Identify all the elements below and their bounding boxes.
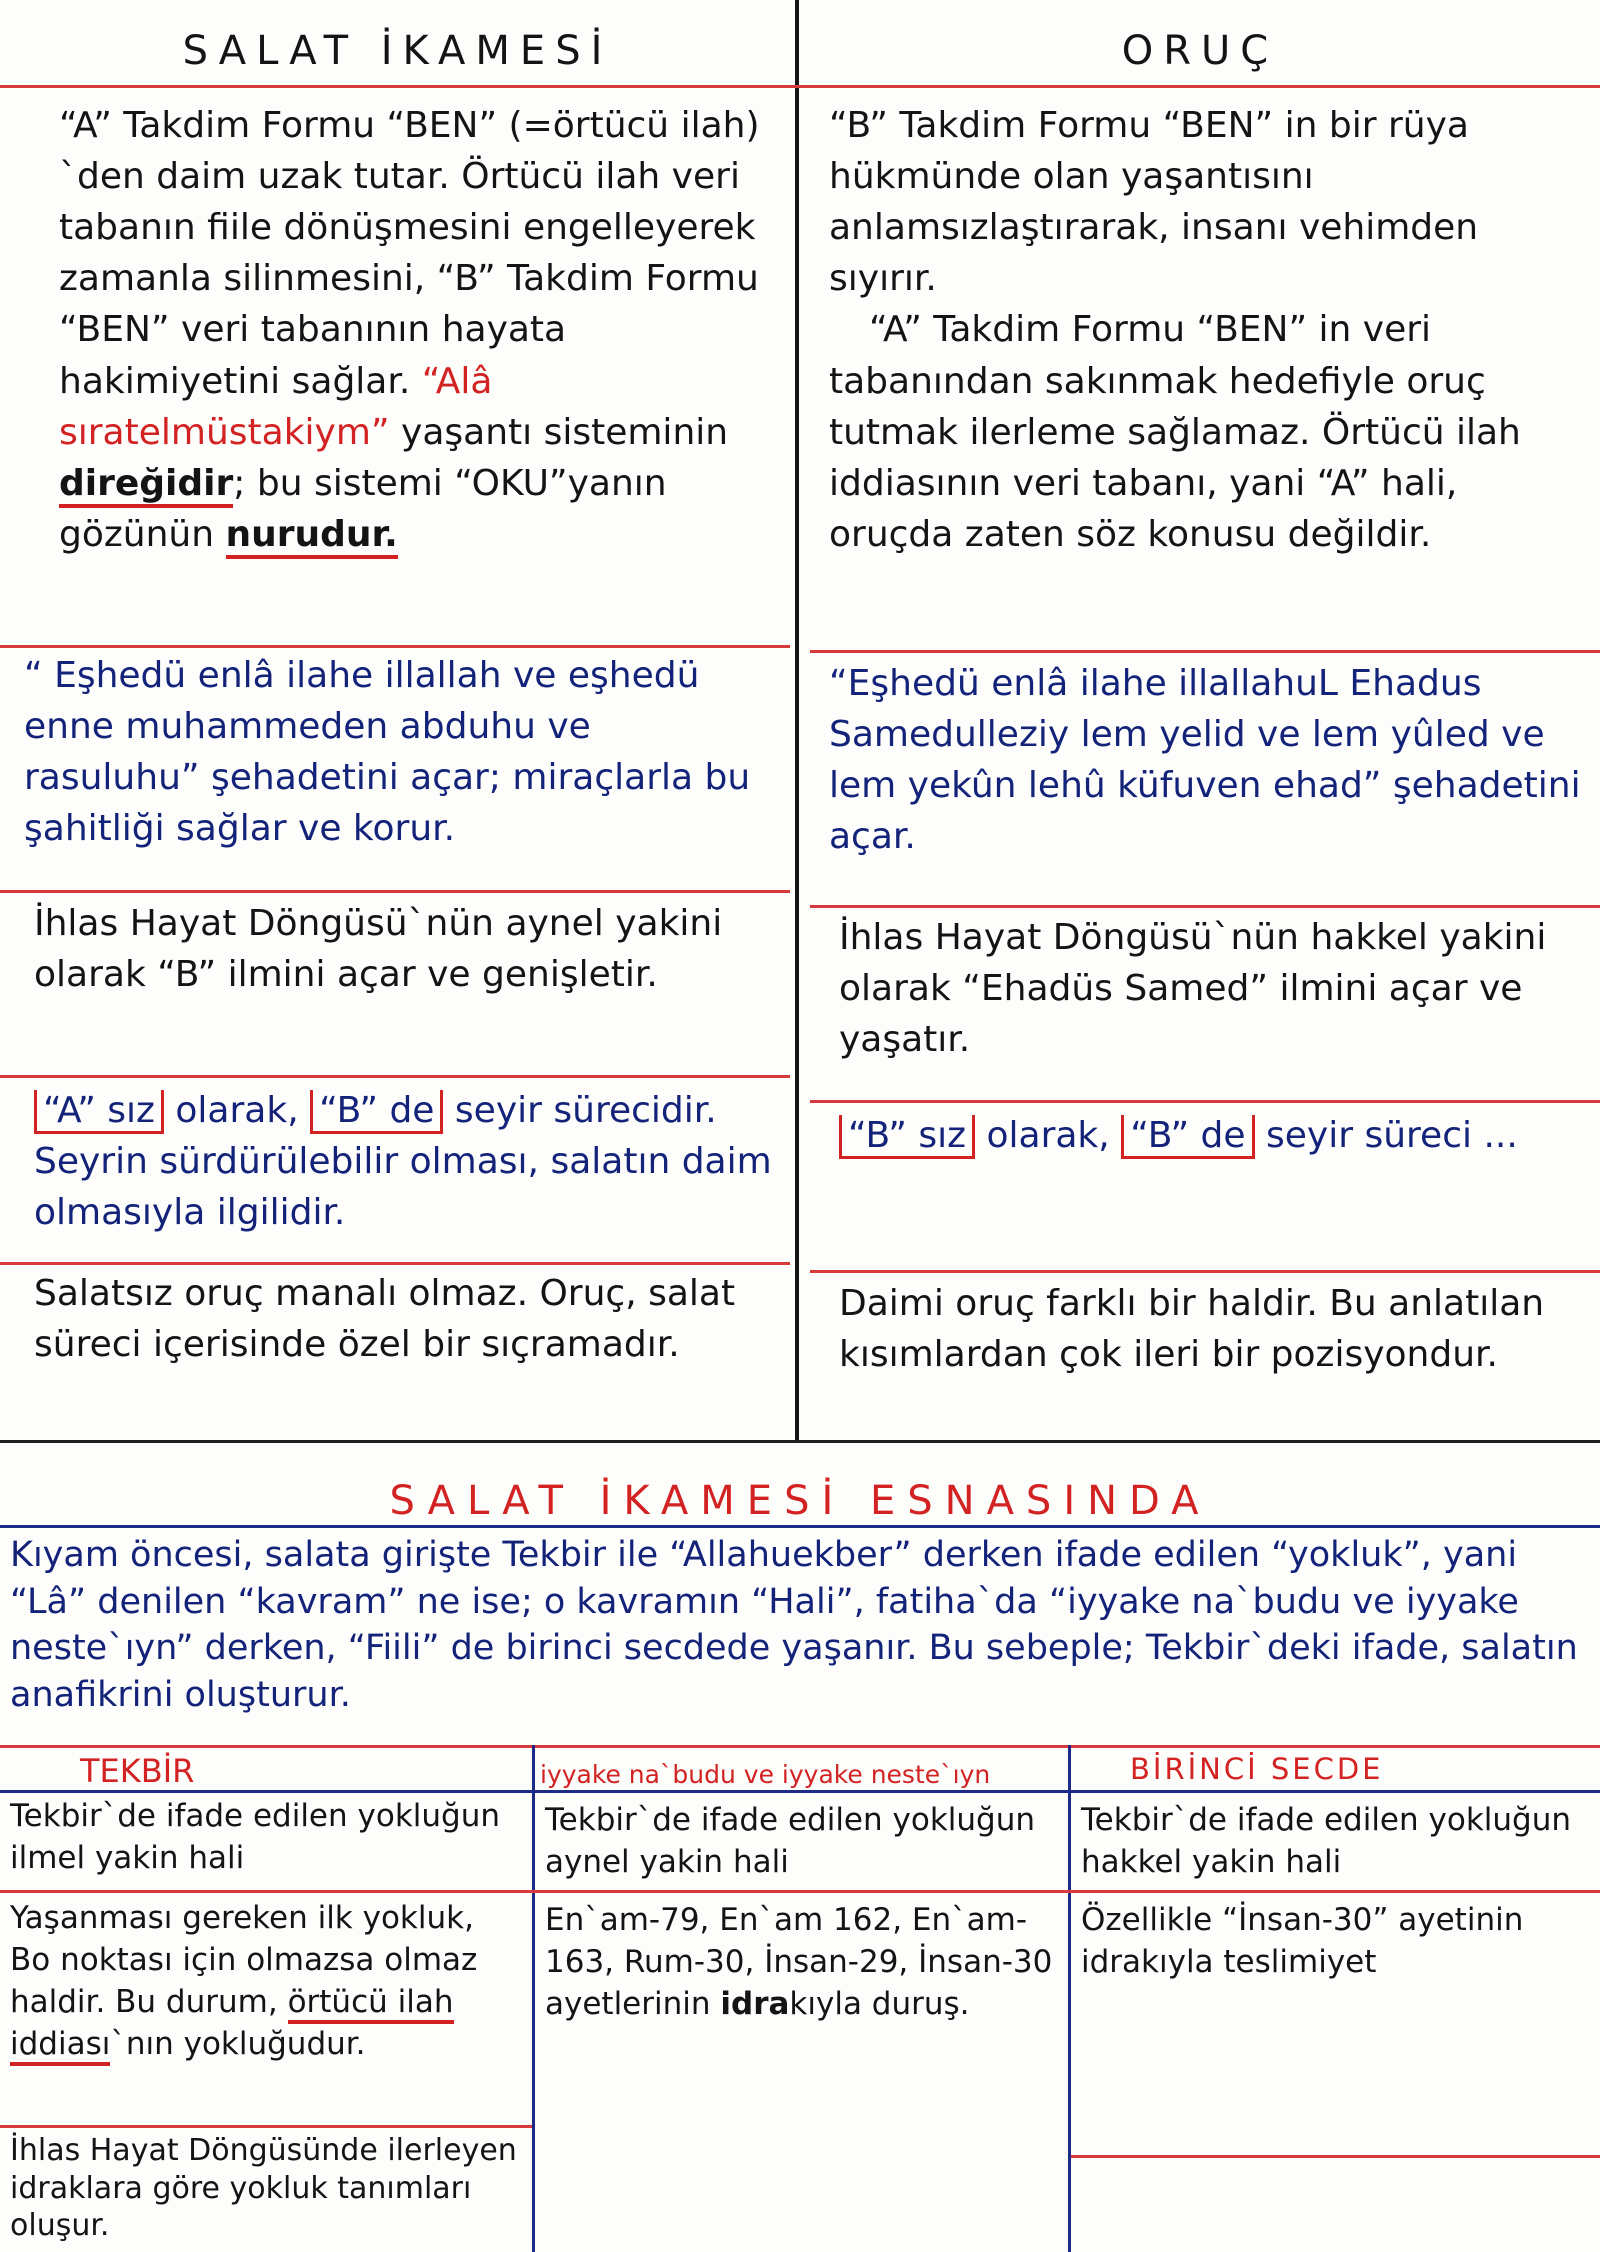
ortucu-ilah-iddiasi-text: örtücü ilah iddiası [10,1984,454,2066]
table-row-rule [1071,2155,1600,2158]
row5-left-text: Salatsız oruç manalı olmaz. Oruç, salat süreci içerisinde özel bir sıçramadır. [34,1273,736,1366]
row1-left-text-c: ; bu sistemi “OKU”yanın gözünün [59,462,667,555]
row-rule [810,1270,1600,1273]
row5-right-text: Daimi oruç farklı bir haldir. Bu anlatılan kısımlardan çok ileri bir pozisyondur. [839,1283,1545,1376]
diregidir-text: direğidir [59,463,233,508]
row2-left-text: “ Eşhedü enlâ ilahe illallah ve eşhedü enne muhammeden abduhu ve rasuluhu” şehadetini açar; miraçlarla bu şahitliği sağlar ve korur. [24,655,751,850]
b-de-tag: “B” de [310,1090,443,1134]
row1-left-text-b: yaşantı sisteminin [401,411,729,453]
row3-right-text: İhlas Hayat Döngüsü`nün hakkel yakini olarak “Ehadüs Samed” ilmini açar ve yaşatır. [839,917,1547,1061]
table-row-rule [0,2125,532,2128]
row-rule [0,890,790,893]
row-rule [810,1100,1600,1103]
b-siz-tag: “B” sız [839,1115,975,1159]
row1-right-para2: “A” Takdim Formu “BEN” in veri tabanından sakınmak hedefiyle oruç tutmak ilerleme sağlamaz. Örtücü ilah iddiasının veri tabanı, yani “A” hali, oruçda zaten söz konusu değildir. [829,309,1521,555]
section-rule [0,1440,1600,1443]
row4-right-cell [825,1110,1600,1161]
iyyake-header: iyyake na`budu ve iyyake neste`ıyn [540,1760,991,1789]
row5-right-cell [825,1278,1600,1380]
secde-row2-cell: Özellikle “İnsan-30” ayetinin idrakıyla teslimiyet [1081,1902,1524,1980]
row-rule [0,645,790,648]
esnasinda-rule [0,1525,1600,1528]
row4-right-rest: seyir süreci ... [1266,1115,1518,1156]
row3-right-cell [825,912,1600,1065]
table-top-rule [0,1745,1600,1748]
row5-left-cell [20,1268,790,1370]
header-rule [0,85,1600,88]
row1-left-cell [45,100,790,560]
row4-right-mid: olarak, [986,1115,1110,1156]
secde-row1-cell: Tekbir`de ifade edilen yokluğun hakkel yakin hali [1081,1802,1572,1880]
row1-right-para1: “B” Takdim Formu “BEN” in bir rüya hükmünde olan yaşantısını anlamsızlaştırarak, insanı vehimden sıyırır. [829,105,1479,300]
row2-right-text: “Eşhedü enlâ ilahe illallahuL Ehadus Samedulleziy lem yelid ve lem yûled ve lem yekûn lehû küfuven ehad” şehadetini açar. [829,663,1581,858]
center-divider [795,0,799,1440]
row4-left-mid: olarak, [175,1090,299,1131]
row3-left-cell [20,898,790,1000]
oruc-header: ORUÇ [1121,28,1279,74]
tekbir-header: TEKBİR [80,1752,195,1790]
tekbir-row3-cell: İhlas Hayat Döngüsünde ilerleyen idraklara göre yokluk tanımları oluşur. [10,2133,517,2243]
iyyake-row2-text-a: En`am-79, En`am 162, En`am-163, Rum-30, İnsan-29, İnsan-30 ayetlerinin [545,1902,1053,2022]
tekbir-row2-text-a: Yaşanması gereken ilk yokluk, Bo noktası için olmazsa olmaz haldir. Bu durum, [10,1900,478,2020]
row1-left-text-a: “A” Takdim Formu “BEN” (=örtücü ilah) `den daim uzak tutar. Örtücü ilah veri tabanın fiile dönüşmesini engelleyerek zamanla silinmesini, “B” Takdim Formu “BEN” veri tabanının hayata hakimiyetini sağlar. [59,105,760,402]
alasiratelmustakiym-text: “Alâ sıratelmüstakiym” [59,360,493,453]
row-rule [810,905,1600,908]
row2-left-cell [10,650,790,854]
tekbir-row1-cell: Tekbir`de ifade edilen yokluğun ilmel yakin hali [10,1798,501,1876]
table-header-rule [0,1790,1600,1793]
b-de-tag: “B” de [1121,1115,1254,1159]
iyyake-row1-cell: Tekbir`de ifade edilen yokluğun aynel yakin hali [545,1802,1036,1880]
row-rule [0,1075,790,1078]
nurudur-text: nurudur. [226,514,398,559]
tekbir-row2-cell [0,1898,532,2065]
row3-left-text: İhlas Hayat Döngüsü`nün aynel yakini olarak “B” ilmini açar ve genişletir. [34,903,723,996]
row1-right-cell [815,100,1600,560]
esnasinda-title: SALAT İKAMESİ ESNASINDA [389,1478,1211,1524]
row4-left-rest: seyir sürecidir. Seyrin sürdürülebilir olması, salatın daim olmasıyla ilgilidir. [34,1090,772,1234]
iyyake-row2-text-b: kıyla duruş. [789,1985,970,2022]
row-rule [0,1262,790,1265]
row4-left-cell [20,1085,790,1238]
row2-right-cell [815,658,1600,862]
iyyake-row2-cell [535,1900,1068,2026]
table-row-rule [0,1890,1600,1893]
idra-text: idra [720,1985,790,2022]
salat-ikamesi-header: SALAT İKAMESİ [182,28,613,74]
row-rule [810,650,1600,653]
birinci-secde-header: BİRİNCİ SECDE [1130,1752,1384,1786]
esnasinda-body: Kıyam öncesi, salata girişte Tekbir ile “Allahuekber” derken ifade edilen “yokluk”, yani “Lâ” denilen “kavram” ne ise; o kavramın “Hali”, fatiha`da “iyyake na`budu ve iyyake neste`ıyn” derken, “Fiili” de birinci secdede yaşanır. Bu sebeple; Tekbir`deki ifade, salatın anafikrini oluşturur. [10,1535,1578,1715]
a-siz-tag: “A” sız [34,1090,164,1134]
tekbir-row2-text-b: `nın yokluğudur. [110,2025,366,2062]
